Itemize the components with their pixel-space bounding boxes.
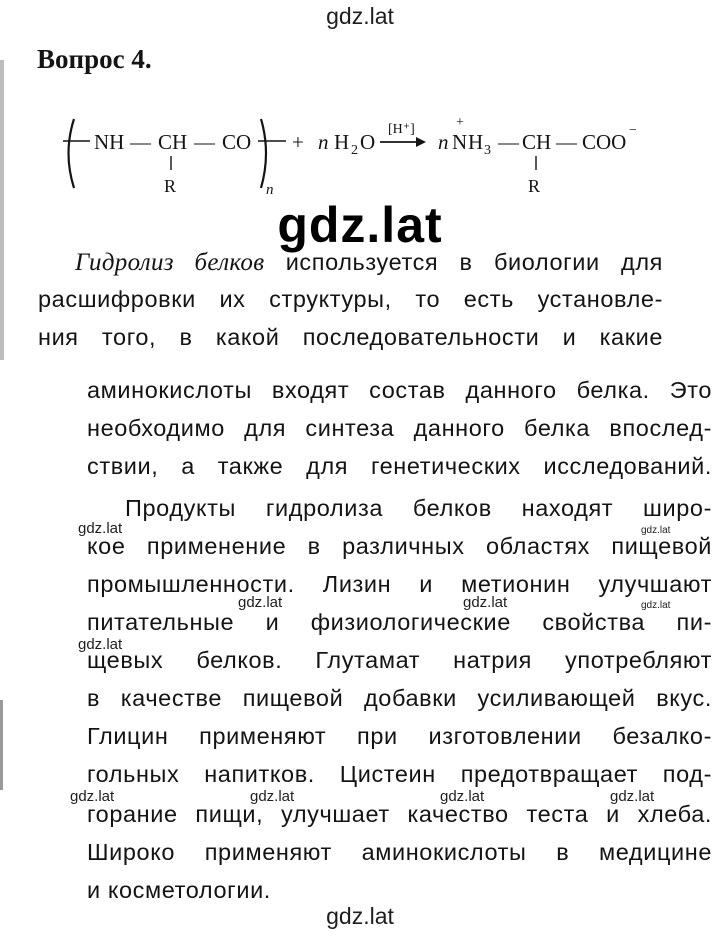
text-line: расшифровки их структуры, то есть установле- [38, 286, 663, 312]
eq-nh3-n: N [452, 130, 468, 154]
watermark-bottom: gdz.lat [326, 903, 394, 929]
eq-plus-charge: + [456, 115, 464, 130]
watermark-small: gdz.lat [463, 594, 508, 611]
watermark-top: gdz.lat [326, 3, 394, 29]
eq-ch: CH [522, 130, 552, 154]
text-line: Глицин применяют при изготовлении безалко- [87, 723, 712, 749]
text-line: в качестве пищевой добавки усиливающей вкус. [87, 685, 712, 711]
watermark-center: gdz.lat [277, 197, 443, 253]
left-bracket [69, 119, 75, 188]
eq-nh: NH [94, 130, 125, 154]
text-line: необходимо для синтеза данного белка впослед- [87, 415, 712, 441]
watermark-tiny: gdz.lat [641, 600, 671, 611]
eq-r: R [164, 176, 177, 196]
watermark-small: gdz.lat [610, 788, 655, 805]
text-line: промышленности. Лизин и метионин улучшают [87, 571, 712, 597]
right-bracket [261, 119, 266, 188]
eq-dash: — [194, 130, 215, 154]
watermark-tiny: gdz.lat [641, 525, 671, 536]
text-line: Продукты гидролиза белков находят широ- [125, 495, 712, 521]
eq-coo: COO [582, 130, 627, 154]
watermark-small: gdz.lat [440, 788, 485, 805]
text-line: питательные и физиологические свойства пи- [87, 609, 712, 635]
eq-nh3-3: 3 [484, 143, 491, 158]
watermark-small: gdz.lat [238, 594, 283, 611]
eq-nh3-h: H [468, 130, 484, 154]
eq-coef-n: n [318, 130, 329, 154]
eq-water-h: H [334, 130, 350, 154]
hydrolysis-equation [60, 108, 660, 208]
scan-edge-shadow [0, 700, 3, 790]
eq-plus: + [292, 130, 304, 154]
text-line: и косметологии. [87, 877, 271, 903]
watermark-small: gdz.lat [70, 788, 115, 805]
watermark-small: gdz.lat [78, 636, 123, 653]
text-line: ствии, а также для генетических исследований. [87, 453, 712, 479]
question-heading: Вопрос 4. [37, 44, 152, 74]
reaction-arrow-head [416, 137, 426, 147]
text-fragment: используется в биологии для [264, 249, 663, 275]
eq-r: R [528, 176, 541, 196]
eq-dash: — [556, 130, 577, 154]
eq-dash: — [498, 130, 519, 154]
text-line: горание пищи, улучшает качество теста и хлеба. [87, 801, 712, 827]
eq-subscript-n: n [266, 182, 274, 198]
text-line: ния того, в какой последовательности и какие [38, 324, 663, 350]
eq-co: CO [222, 130, 252, 154]
watermark-small: gdz.lat [250, 788, 295, 805]
eq-water-o: O [360, 130, 376, 154]
text-line: кое применение в различных областях пищевой [87, 533, 712, 559]
eq-dash: — [130, 130, 151, 154]
text-line [75, 250, 663, 275]
text-line: аминокислоты входят состав данного белка. Это [87, 377, 712, 403]
eq-minus-charge: − [629, 123, 637, 138]
text-line: гольных напитков. Цистеин предотвращает под- [87, 761, 712, 787]
eq-water-2: 2 [351, 143, 358, 158]
eq-ch: CH [158, 130, 188, 154]
text-line: Широко применяют аминокислоты в медицине [87, 839, 712, 865]
term-emphasis: Гидролиз белков [75, 249, 265, 276]
eq-coef-n: n [438, 130, 449, 154]
watermark-small: gdz.lat [78, 520, 123, 537]
eq-catalyst: [H⁺] [388, 122, 415, 137]
text-line: щевых белков. Глутамат натрия употребляют [87, 647, 712, 673]
